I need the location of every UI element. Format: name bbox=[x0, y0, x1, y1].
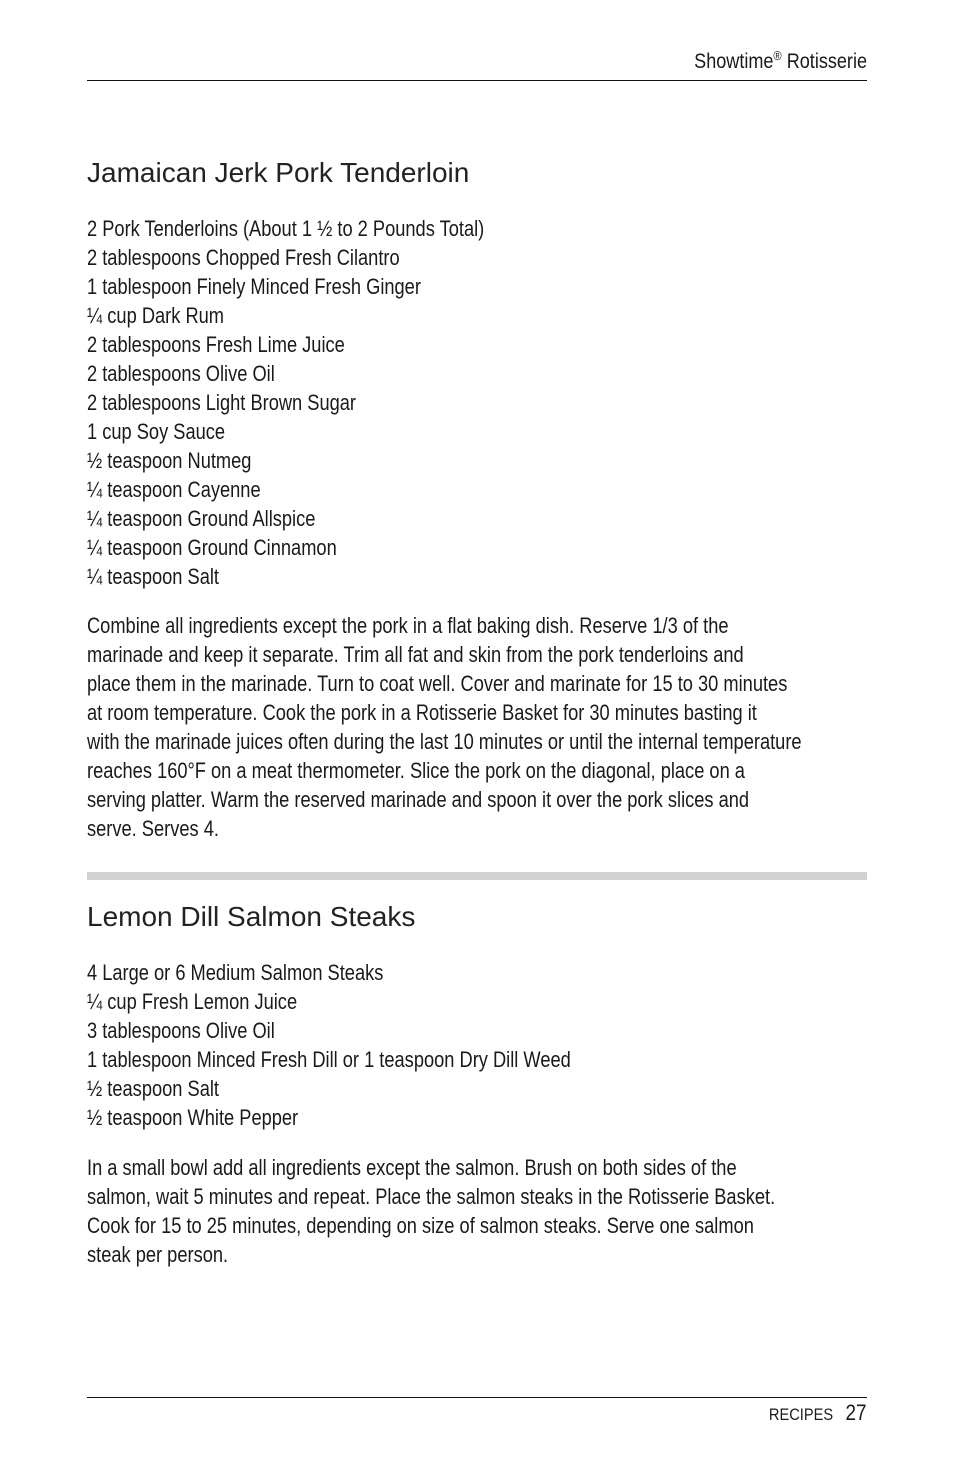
directions-line: steak per person. bbox=[87, 1242, 229, 1267]
ingredient-item: ¼ teaspoon Ground Allspice bbox=[87, 506, 316, 531]
ingredient-item: 2 tablespoons Fresh Lime Juice bbox=[87, 332, 345, 357]
directions-line: salmon, wait 5 minutes and repeat. Place the salmon steaks in the Rotisserie Basket. bbox=[87, 1184, 776, 1209]
running-header bbox=[694, 48, 867, 74]
ingredient-list bbox=[87, 958, 954, 1132]
ingredient-item: 2 tablespoons Light Brown Sugar bbox=[87, 390, 357, 415]
footer-section: RECIPES bbox=[769, 1405, 834, 1424]
ingredient-list bbox=[87, 214, 954, 591]
ingredient-item: 1 tablespoon Minced Fresh Dill or 1 teaspoon Dry Dill Weed bbox=[87, 1047, 571, 1072]
directions bbox=[87, 611, 954, 843]
ingredient-item: ½ teaspoon Salt bbox=[87, 1076, 219, 1101]
registered-mark: ® bbox=[773, 48, 782, 63]
directions-line: In a small bowl add all ingredients except the salmon. Brush on both sides of the bbox=[87, 1155, 737, 1180]
directions-line: with the marinade juices often during the last 10 minutes or until the internal temperature bbox=[87, 729, 802, 754]
page-number: 27 bbox=[845, 1400, 867, 1425]
directions-line: Combine all ingredients except the pork in a flat baking dish. Reserve 1/3 of the bbox=[87, 613, 729, 638]
directions-line: at room temperature. Cook the pork in a Rotisserie Basket for 30 minutes basting it bbox=[87, 700, 757, 725]
ingredient-item: ½ teaspoon White Pepper bbox=[87, 1105, 299, 1130]
page-footer bbox=[769, 1400, 867, 1426]
recipe-title: Lemon Dill Salmon Steaks bbox=[87, 901, 416, 932]
recipe-title: Jamaican Jerk Pork Tenderloin bbox=[87, 157, 470, 188]
directions-line: place them in the marinade. Turn to coat well. Cover and marinate for 15 to 30 minutes bbox=[87, 671, 788, 696]
ingredient-item: ¼ teaspoon Cayenne bbox=[87, 477, 261, 502]
ingredient-item: ¼ teaspoon Ground Cinnamon bbox=[87, 535, 337, 560]
header-product: Rotisserie bbox=[786, 50, 867, 73]
ingredient-item: ½ teaspoon Nutmeg bbox=[87, 448, 252, 473]
ingredient-item: 2 tablespoons Chopped Fresh Cilantro bbox=[87, 245, 400, 270]
directions-line: marinade and keep it separate. Trim all fat and skin from the pork tenderloins and bbox=[87, 642, 744, 667]
directions-line: serving platter. Warm the reserved marinade and spoon it over the pork slices and bbox=[87, 787, 750, 812]
ingredient-item: 2 Pork Tenderloins (About 1 ½ to 2 Pounds Total) bbox=[87, 216, 485, 241]
directions-line: Cook for 15 to 25 minutes, depending on size of salmon steaks. Serve one salmon bbox=[87, 1213, 754, 1238]
ingredient-item: 1 tablespoon Finely Minced Fresh Ginger bbox=[87, 274, 421, 299]
header-rule bbox=[87, 80, 867, 81]
ingredient-item: 1 cup Soy Sauce bbox=[87, 419, 226, 444]
ingredient-item: ¼ teaspoon Salt bbox=[87, 564, 219, 589]
ingredient-item: 4 Large or 6 Medium Salmon Steaks bbox=[87, 960, 384, 985]
directions bbox=[87, 1153, 954, 1269]
footer-rule bbox=[87, 1397, 867, 1398]
directions-line: reaches 160°F on a meat thermometer. Slice the pork on the diagonal, place on a bbox=[87, 758, 745, 783]
header-brand: Showtime bbox=[694, 50, 774, 73]
recipe-separator bbox=[87, 872, 867, 880]
ingredient-item: ¼ cup Dark Rum bbox=[87, 303, 225, 328]
directions-line: serve. Serves 4. bbox=[87, 816, 219, 841]
ingredient-item: 3 tablespoons Olive Oil bbox=[87, 1018, 275, 1043]
ingredient-item: 2 tablespoons Olive Oil bbox=[87, 361, 275, 386]
ingredient-item: ¼ cup Fresh Lemon Juice bbox=[87, 989, 298, 1014]
